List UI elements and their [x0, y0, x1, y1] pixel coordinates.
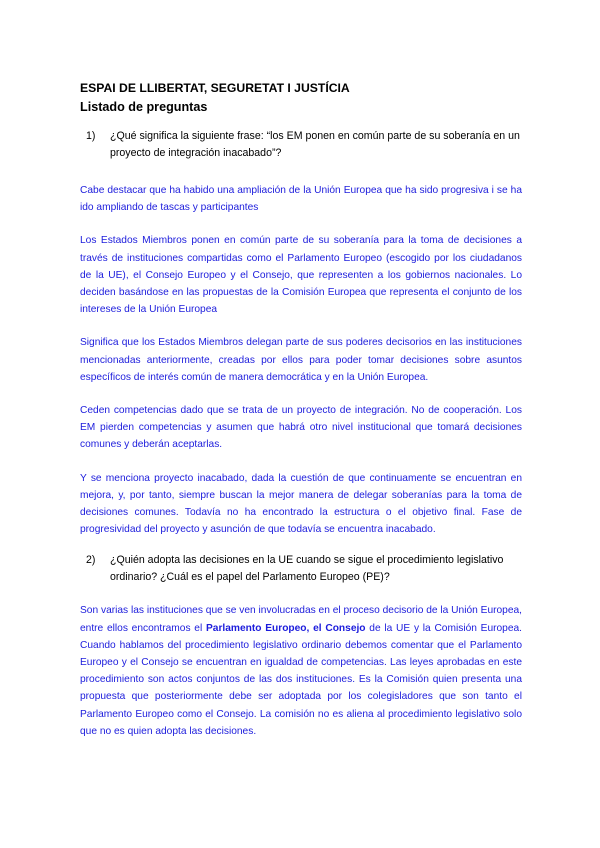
question-2 [80, 552, 522, 586]
question-text: ¿Qué significa la siguiente frase: “los EM ponen en común parte de su soberanía en un proyecto de integración inacabado”? [110, 130, 520, 159]
question-number: 1) [86, 130, 96, 142]
answer-paragraph [80, 602, 522, 740]
answer-paragraph: Ceden competencias dado que se trata de un proyecto de integración. No de cooperación. Los EM pierden competencias y asumen que habrá otro nivel institucional que tomará decisiones comunes y deberán aceptarlas. [80, 405, 522, 451]
answer-paragraph: Los Estados Miembros ponen en común parte de su soberanía para la toma de decisiones a través de instituciones compartidas como el Parlamento Europeo (escogido por los ciudadanos de la UE), el Consejo Europeo y el Consejo, que representen a los gobiernos nacionales. Lo deciden basándose en las propuestas de la Comisión Europea que representa el conjunto de los intereses de la Unión Europea [80, 235, 522, 316]
answer-text: Son varias las instituciones que se ven involucradas en el proceso decisorio de la Unión Europea, entre ellos encontramos el [80, 605, 522, 634]
answer-paragraph: Cabe destacar que ha habido una ampliación de la Unión Europea que ha sido progresiva i se ha ido ampliando de tascas y participantes [80, 185, 522, 214]
question-text: ¿Quién adopta las decisiones en la UE cuando se sigue el procedimiento legislativo ordinario? ¿Cuál es el papel del Parlamento Europeo (PE)? [110, 554, 504, 584]
answer-paragraph: Significa que los Estados Miembros delegan parte de sus poderes decisorios en las instituciones mencionadas anteriormente, creadas por ellos para poder tomar decisiones sobre asuntos específicos de interés común de manera democrática y en la Unión Europea. [80, 337, 522, 383]
answer-bold-text: Parlamento Europeo, el Consejo [205, 622, 366, 634]
document-title: ESPAI DE LLIBERTAT, SEGURETAT I JUSTÍCIA [80, 81, 350, 95]
answer-paragraph: Y se menciona proyecto inacabado, dada la cuestión de que continuamente se encuentran en mejora, y, por tanto, siempre buscan la mejor manera de delegar soberanías para la toma de decisiones comunes. Todavía no ha encontrado la estructura o el objetivo final. Fase de progresividad del proyecto y asunción de que todavía se encuentra inacabado. [80, 472, 522, 536]
document-subtitle: Listado de preguntas [80, 100, 208, 114]
question-number: 2) [86, 554, 96, 567]
answer-text: de la UE y la Comisión Europea. Cuando hablamos del procedimiento legislativo ordinario debemos comentar que el Parlamento Europeo y el Consejo se encuentran en igualdad de competencias. Las leyes aprobadas en este procedimiento son actos conjuntos de las dos instituciones. Es la Comisión quien presenta una propuesta que posteriormente debe ser adoptada por los colegisladores que son tanto el Parlamento Europeo como el Consejo. La comisión no es aliena al procedimiento legislativo solo que no es quien adopta las decisiones. [80, 622, 523, 737]
question-1 [80, 128, 522, 162]
